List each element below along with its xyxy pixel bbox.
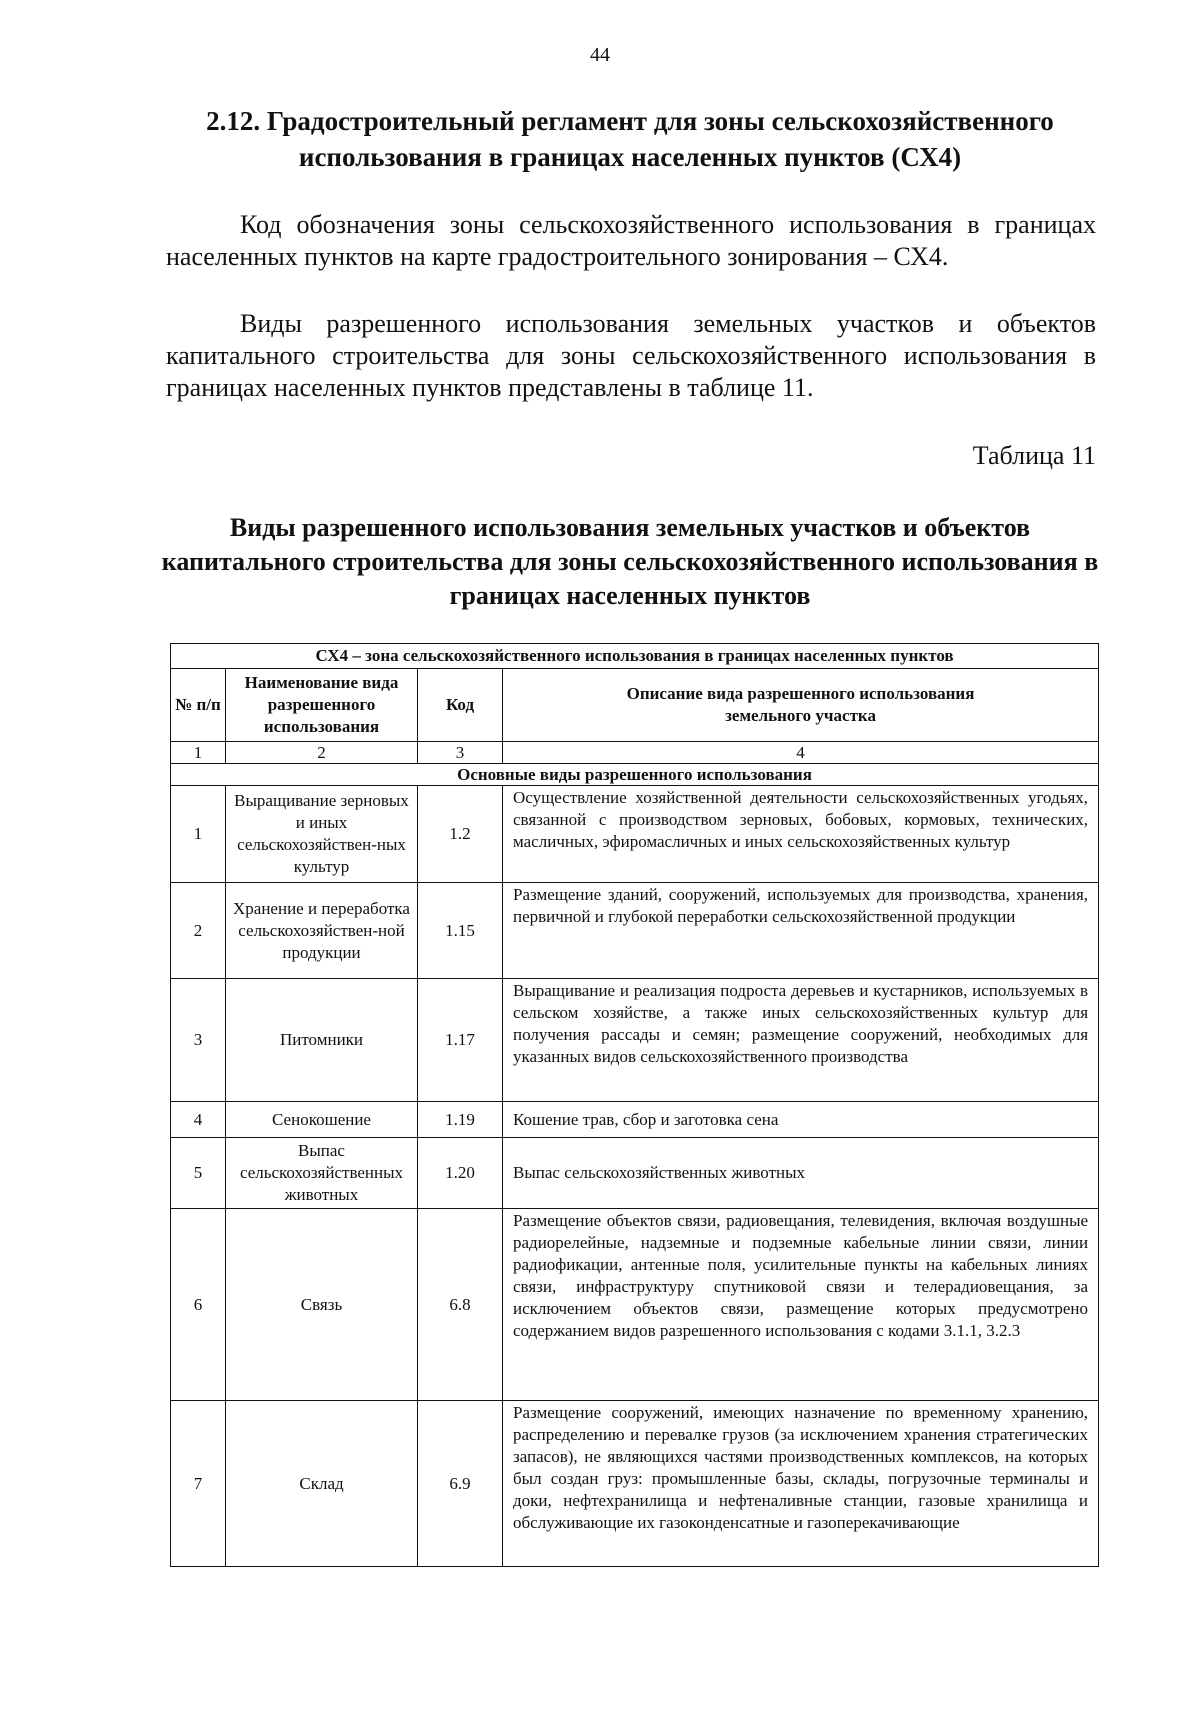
table-row	[171, 1138, 1099, 1209]
column-header-number: № п/п	[171, 669, 226, 742]
table-row	[171, 786, 1099, 883]
table-row	[171, 979, 1099, 1102]
use-description: Выпас сельскохозяйственных животных	[503, 1138, 1099, 1209]
use-code: 1.15	[418, 883, 503, 979]
column-number: 1	[171, 742, 226, 764]
row-number: 6	[171, 1209, 226, 1401]
row-number: 2	[171, 883, 226, 979]
use-description: Размещение объектов связи, радиовещания, телевидения, включая воздушные радиорелейные, надземные и подземные кабельные линии связи, линии радиофикации, антенные поля, усилительные пункты на кабельных линиях связи, инфраструктуру спутниковой связи и телерадиовещания, за исключением объектов связи, размещение которых предусмотрено содержанием видов разрешенного использования с кодами 3.1.1, 3.2.3	[503, 1209, 1099, 1401]
table-caption: Таблица 11	[972, 441, 1096, 470]
use-code: 1.19	[418, 1102, 503, 1138]
table-row	[171, 1401, 1099, 1567]
row-number: 4	[171, 1102, 226, 1138]
row-number: 5	[171, 1138, 226, 1209]
column-number: 3	[418, 742, 503, 764]
table-row	[171, 1209, 1099, 1401]
description-paragraph: Виды разрешенного использования земельных участков и объектов капитального строительства для зоны сельскохозяйственного использования в границах населенных пунктов представлены в таблице 11.	[166, 309, 1096, 402]
table-header-row	[171, 669, 1099, 742]
use-name: Хранение и переработка сельскохозяйствен-ной продукции	[226, 883, 418, 979]
table-title: Виды разрешенного использования земельных участков и объектов капитального строительства для зоны сельскохозяйственного использования в границах населенных пунктов	[161, 513, 1099, 610]
use-code: 6.9	[418, 1401, 503, 1567]
row-number: 3	[171, 979, 226, 1102]
use-code: 1.17	[418, 979, 503, 1102]
table-row	[171, 883, 1099, 979]
column-numbers-row	[171, 742, 1099, 764]
column-number: 2	[226, 742, 418, 764]
use-code: 1.2	[418, 786, 503, 883]
zone-header: СХ4 – зона сельскохозяйственного использования в границах населенных пунктов	[171, 644, 1099, 669]
table-zone-header-row	[171, 644, 1099, 669]
use-name: Склад	[226, 1401, 418, 1567]
row-number: 1	[171, 786, 226, 883]
page-number: 44	[590, 44, 610, 66]
use-description: Размещение зданий, сооружений, используемых для производства, хранения, первичной и глубокой переработки сельскохозяйственной продукции	[503, 883, 1099, 979]
table-row	[171, 1102, 1099, 1138]
use-code: 1.20	[418, 1138, 503, 1209]
use-name: Выращивание зерновых и иных сельскохозяйствен-ных культур	[226, 786, 418, 883]
use-description: Размещение сооружений, имеющих назначение по временному хранению, распределению и перевалке грузов (за исключением хранения стратегических запасов), не являющихся частями производственных комплексов, на которых был создан груз: промышленные базы, склады, погрузочные терминалы и доки, нефтехранилища и нефтеналивные станции, газовые хранилища и обслуживающие их газоконденсатные и газоперекачивающие	[503, 1401, 1099, 1567]
use-description: Кошение трав, сбор и заготовка сена	[503, 1102, 1099, 1138]
intro-paragraph: Код обозначения зоны сельскохозяйственного использования в границах населенных пунктов на карте градостроительного зонирования – СХ4.	[166, 210, 1096, 271]
subheader-main-uses: Основные виды разрешенного использования	[171, 764, 1099, 786]
use-description: Осуществление хозяйственной деятельности сельскохозяйственных угодьях, связанной с производством зерновых, бобовых, кормовых, технических, масличных, эфиромасличных и иных сельскохозяйственных культур	[503, 786, 1099, 883]
column-header-description: Описание вида разрешенного использования земельного участка	[503, 669, 1099, 742]
column-header-code: Код	[418, 669, 503, 742]
column-header-name: Наименование вида разрешенного использования	[226, 669, 418, 742]
use-name: Питомники	[226, 979, 418, 1102]
row-number: 7	[171, 1401, 226, 1567]
subheader-row	[171, 764, 1099, 786]
use-name: Выпас сельскохозяйственных животных	[226, 1138, 418, 1209]
land-use-table	[170, 643, 1099, 1567]
column-number: 4	[503, 742, 1099, 764]
section-title: 2.12. Градостроительный регламент для зоны сельскохозяйственного использования в границах населенных пунктов (СХ4)	[206, 106, 1054, 172]
use-code: 6.8	[418, 1209, 503, 1401]
use-description: Выращивание и реализация подроста деревьев и кустарников, используемых в сельском хозяйстве, а также иных сельскохозяйственных культур для получения рассады и семян; размещение сооружений, необходимых для указанных видов сельскохозяйственного производства	[503, 979, 1099, 1102]
use-name: Сенокошение	[226, 1102, 418, 1138]
use-name: Связь	[226, 1209, 418, 1401]
